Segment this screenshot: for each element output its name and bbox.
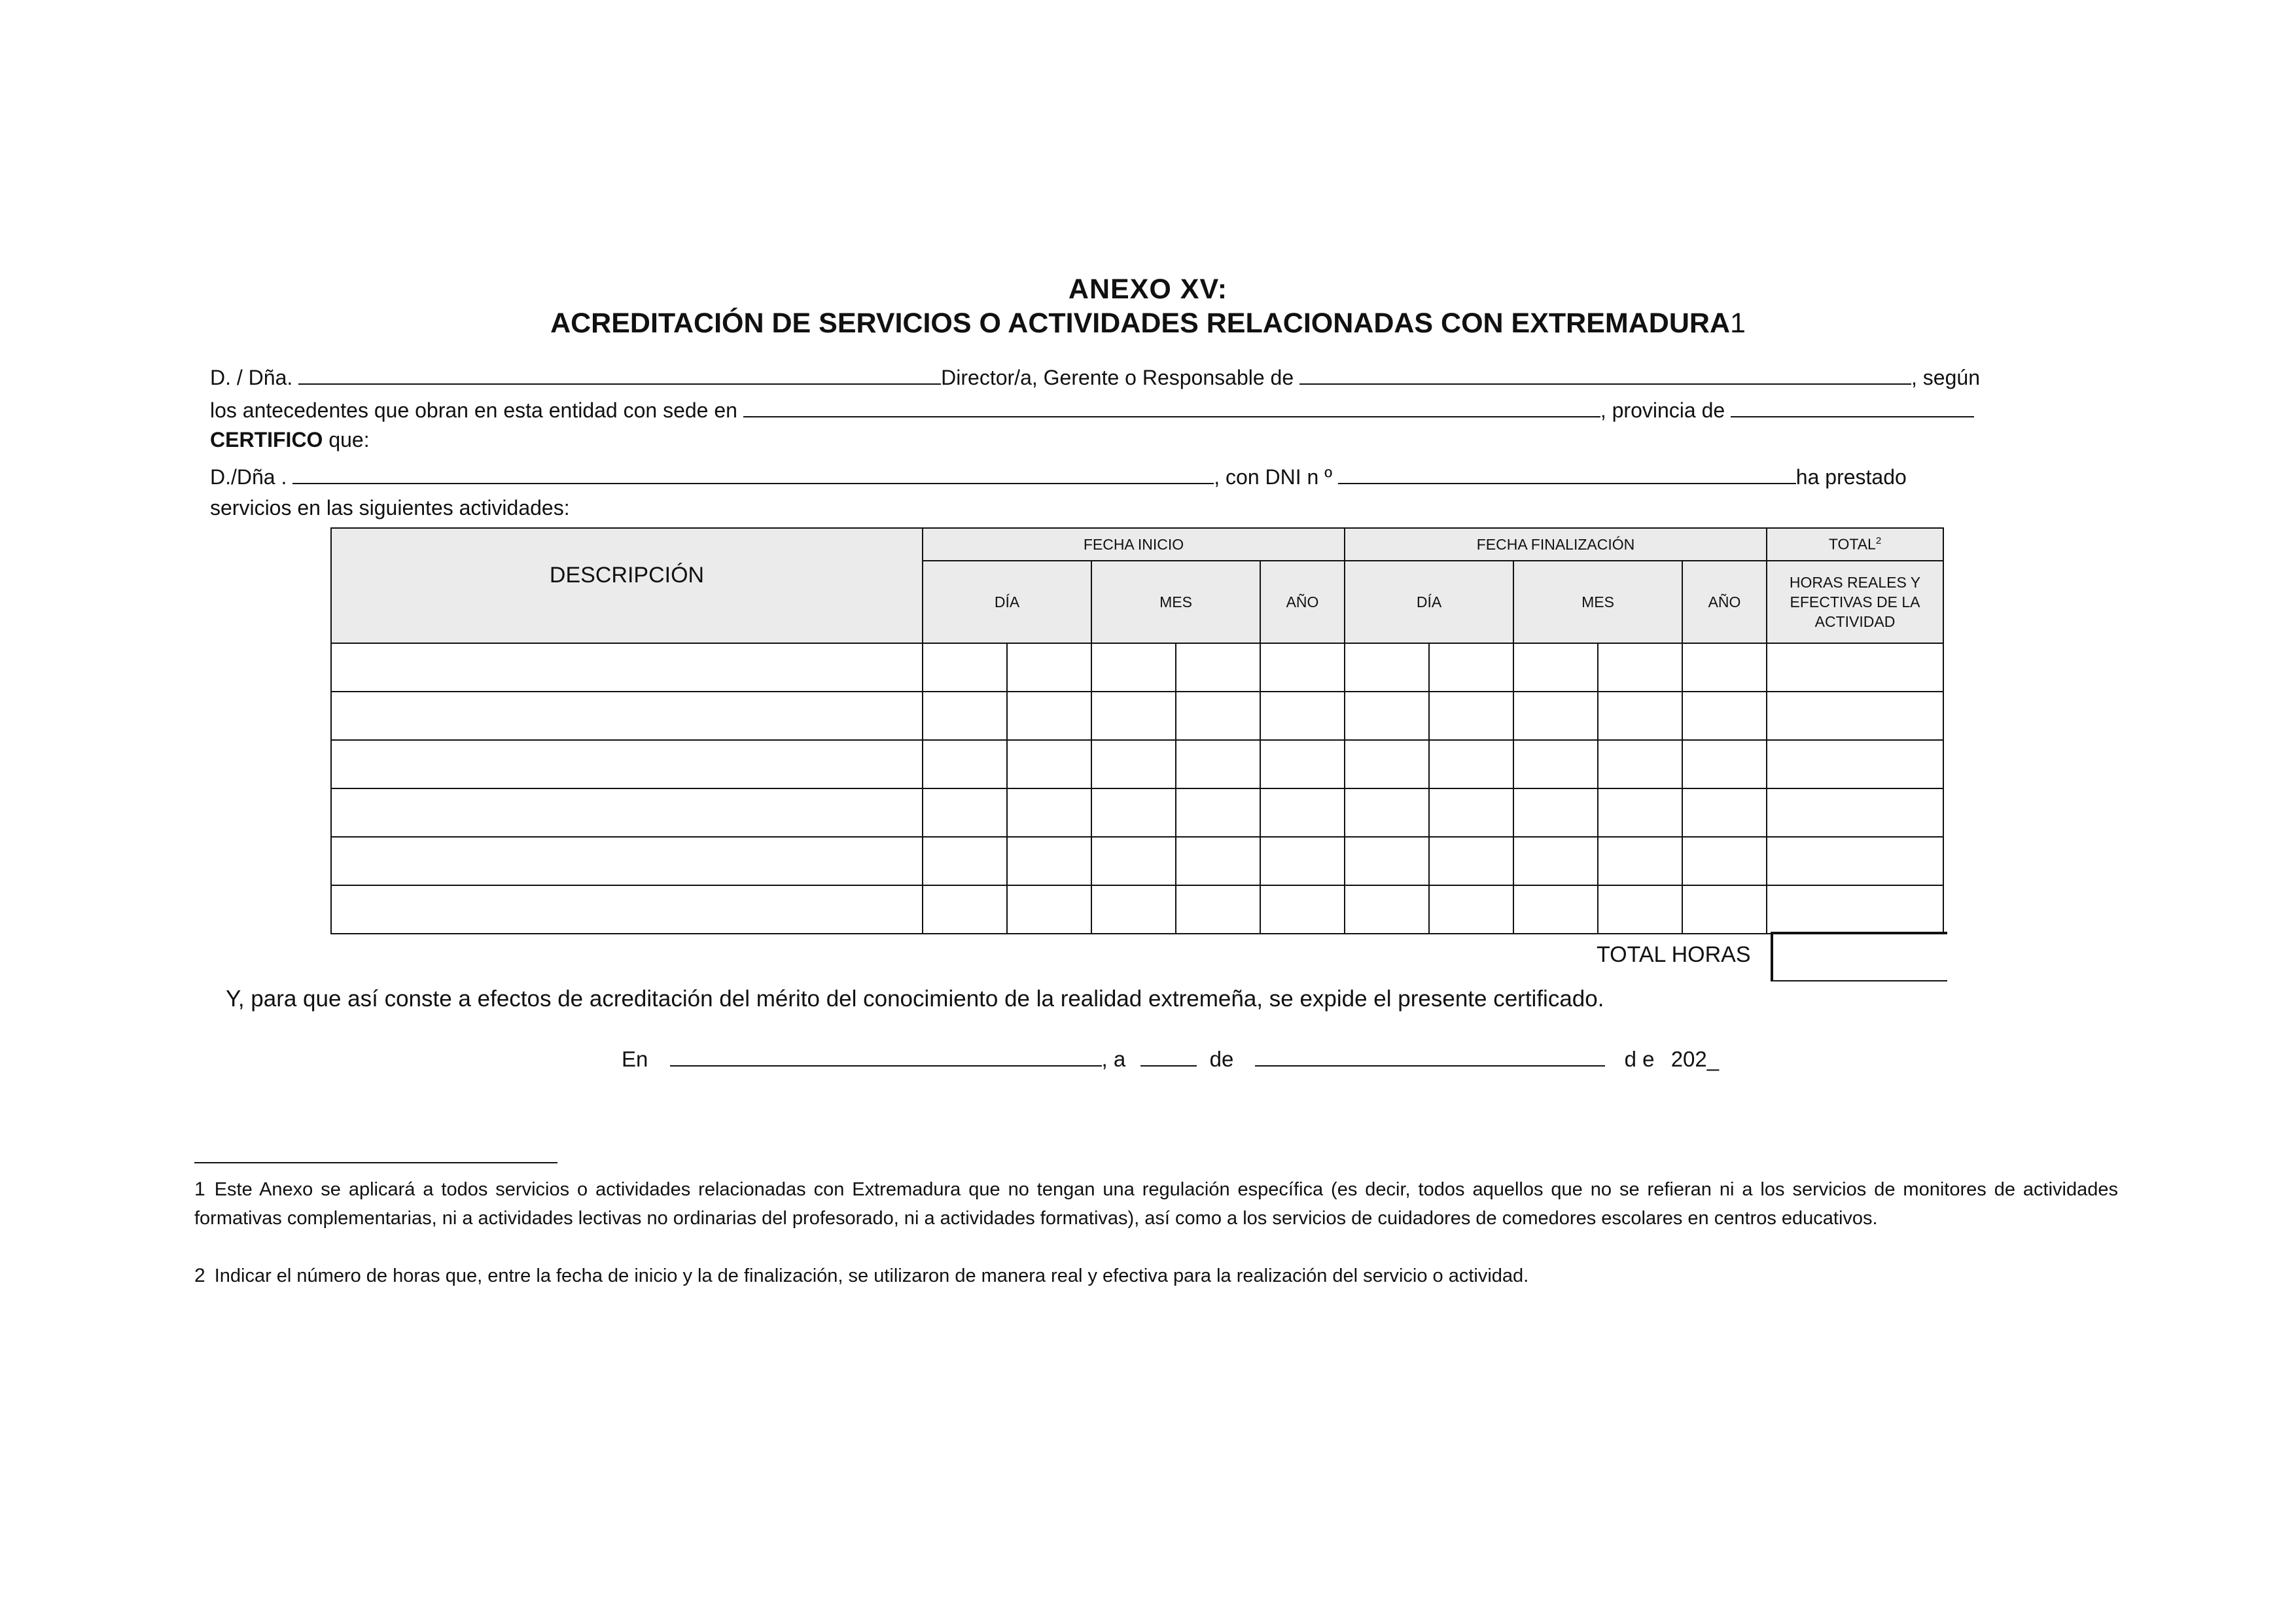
mes-fin-1-cell[interactable] xyxy=(1513,692,1598,740)
mes-fin-2-cell[interactable] xyxy=(1598,837,1682,885)
dia-fin-2-cell[interactable] xyxy=(1429,643,1513,692)
label-en: En xyxy=(622,1047,648,1071)
desc-cell[interactable] xyxy=(331,692,923,740)
dia-inicio-1-cell[interactable] xyxy=(923,788,1007,837)
horas-cell[interactable] xyxy=(1767,643,1943,692)
entity-field[interactable] xyxy=(1299,364,1911,385)
horas-cell[interactable] xyxy=(1767,692,1943,740)
anio-inicio-cell[interactable] xyxy=(1260,643,1345,692)
anio-inicio-cell[interactable] xyxy=(1260,692,1345,740)
table-row xyxy=(331,885,1943,934)
form-line-2 xyxy=(210,397,1974,423)
dia-fin-1-cell[interactable] xyxy=(1345,643,1429,692)
label-dna: D./Dña . xyxy=(210,465,287,489)
table-row xyxy=(331,643,1943,692)
dia-fin-2-cell[interactable] xyxy=(1429,788,1513,837)
certifico-label: CERTIFICO xyxy=(210,428,323,451)
mes-fin-2-cell[interactable] xyxy=(1598,885,1682,934)
mes-fin-2-cell[interactable] xyxy=(1598,692,1682,740)
certifico-suffix: que: xyxy=(323,428,370,451)
annex-title: ANEXO XV: xyxy=(1068,274,1228,305)
dia-fin-1-cell[interactable] xyxy=(1345,740,1429,788)
dia-fin-header: DÍA xyxy=(1345,561,1513,643)
label-provincia: , provincia de xyxy=(1600,398,1725,422)
mes-inicio-2-cell[interactable] xyxy=(1176,692,1260,740)
mes-inicio-header: MES xyxy=(1091,561,1260,643)
mes-inicio-1-cell[interactable] xyxy=(1091,788,1176,837)
mes-fin-1-cell[interactable] xyxy=(1513,740,1598,788)
anio-inicio-cell[interactable] xyxy=(1260,788,1345,837)
closing-statement: Y, para que así conste a efectos de acreditación del mérito del conocimiento de la realidad extremeña, se expide el presente certificado. xyxy=(226,986,1604,1012)
mes-fin-1-cell[interactable] xyxy=(1513,885,1598,934)
person-name-field[interactable] xyxy=(292,463,1214,484)
label-sede: los antecedentes que obran en esta entidad con sede en xyxy=(210,398,737,422)
sede-field[interactable] xyxy=(743,397,1600,417)
footnote-ref-1: 1 xyxy=(1730,308,1746,339)
footnote-2 xyxy=(194,1262,2118,1290)
mes-inicio-1-cell[interactable] xyxy=(1091,692,1176,740)
label-dni: , con DNI n º xyxy=(1214,465,1332,489)
mes-inicio-2-cell[interactable] xyxy=(1176,837,1260,885)
mes-fin-2-cell[interactable] xyxy=(1598,788,1682,837)
descripcion-header: DESCRIPCIÓN xyxy=(331,528,923,643)
label-a: , a xyxy=(1101,1047,1126,1071)
dia-fin-2-cell[interactable] xyxy=(1429,692,1513,740)
desc-cell[interactable] xyxy=(331,837,923,885)
label-de: de xyxy=(1209,1047,1234,1071)
anio-fin-header: AÑO xyxy=(1682,561,1767,643)
year-value: 202_ xyxy=(1670,1047,1720,1071)
dia-fin-1-cell[interactable] xyxy=(1345,692,1429,740)
dia-fin-2-cell[interactable] xyxy=(1429,837,1513,885)
place-field[interactable] xyxy=(670,1046,1102,1067)
anio-fin-cell[interactable] xyxy=(1682,788,1767,837)
anio-inicio-cell[interactable] xyxy=(1260,885,1345,934)
footnote-1-number: 1 xyxy=(194,1178,205,1200)
anio-inicio-header: AÑO xyxy=(1260,561,1345,643)
dia-inicio-2-cell[interactable] xyxy=(1007,740,1091,788)
table-row xyxy=(331,740,1943,788)
mes-inicio-2-cell[interactable] xyxy=(1176,740,1260,788)
dia-inicio-1-cell[interactable] xyxy=(923,740,1007,788)
footnote-separator xyxy=(194,1162,557,1163)
anio-fin-cell[interactable] xyxy=(1682,837,1767,885)
total-header xyxy=(1767,528,1943,561)
table-row xyxy=(331,837,1943,885)
dia-inicio-2-cell[interactable] xyxy=(1007,788,1091,837)
label-role: Director/a, Gerente o Responsable de xyxy=(941,366,1294,389)
provincia-field[interactable] xyxy=(1731,397,1974,417)
month-field[interactable] xyxy=(1255,1046,1605,1067)
form-line-3 xyxy=(210,463,1907,489)
dni-field[interactable] xyxy=(1338,463,1796,484)
mes-fin-1-cell[interactable] xyxy=(1513,788,1598,837)
horas-cell[interactable] xyxy=(1767,837,1943,885)
horas-header: HORAS REALES Y EFECTIVAS DE LA ACTIVIDAD xyxy=(1767,561,1943,643)
table-body xyxy=(331,643,1943,934)
horas-cell[interactable] xyxy=(1767,885,1943,934)
name-field[interactable] xyxy=(298,364,941,385)
anio-inicio-cell[interactable] xyxy=(1260,837,1345,885)
anio-fin-cell[interactable] xyxy=(1682,740,1767,788)
mes-inicio-1-cell[interactable] xyxy=(1091,837,1176,885)
anio-inicio-cell[interactable] xyxy=(1260,740,1345,788)
fecha-inicio-header: FECHA INICIO xyxy=(923,528,1345,561)
label-de-2: d e xyxy=(1624,1047,1655,1071)
mes-fin-1-cell[interactable] xyxy=(1513,837,1598,885)
table-row xyxy=(331,692,1943,740)
footnote-1 xyxy=(194,1175,2118,1233)
dia-fin-2-cell[interactable] xyxy=(1429,740,1513,788)
mes-fin-2-cell[interactable] xyxy=(1598,643,1682,692)
total-horas-label: TOTAL HORAS xyxy=(1597,942,1751,967)
dia-inicio-header: DÍA xyxy=(923,561,1091,643)
mes-inicio-2-cell[interactable] xyxy=(1176,788,1260,837)
form-line-1 xyxy=(210,364,1980,390)
total-horas-field[interactable] xyxy=(1771,932,1947,981)
horas-cell[interactable] xyxy=(1767,740,1943,788)
anio-fin-cell[interactable] xyxy=(1682,885,1767,934)
footnote-ref-2: 2 xyxy=(1875,535,1882,547)
footnote-1-text: Este Anexo se aplicará a todos servicios o actividades relacionadas con Extremadura que no tengan una regulación específica (es decir, todos aquellos que no se refieran ni a los servicios de monitores de actividades formativas complementarias, ni a actividades lectivas no ordinarias del profesorado, ni a actividades formativas), así como a los servicios de cuidadores de comedores escolares en centros educativos. xyxy=(194,1179,2118,1229)
mes-fin-1-cell[interactable] xyxy=(1513,643,1598,692)
desc-cell[interactable] xyxy=(331,788,923,837)
form-line-4: servicios en las siguientes actividades: xyxy=(210,496,570,520)
place-date-line xyxy=(622,1046,1719,1072)
label-segun: , según xyxy=(1911,366,1980,389)
mes-inicio-2-cell[interactable] xyxy=(1176,643,1260,692)
document-title xyxy=(0,308,2296,340)
dia-inicio-2-cell[interactable] xyxy=(1007,837,1091,885)
dia-inicio-1-cell[interactable] xyxy=(923,837,1007,885)
desc-cell[interactable] xyxy=(331,740,923,788)
mes-inicio-1-cell[interactable] xyxy=(1091,643,1176,692)
anio-fin-cell[interactable] xyxy=(1682,643,1767,692)
dia-inicio-2-cell[interactable] xyxy=(1007,692,1091,740)
day-field[interactable] xyxy=(1140,1046,1197,1067)
document-title-text: ACREDITACIÓN DE SERVICIOS O ACTIVIDADES RELACIONADAS CON EXTREMADURA xyxy=(550,308,1730,339)
anio-fin-cell[interactable] xyxy=(1682,692,1767,740)
dia-fin-1-cell[interactable] xyxy=(1345,788,1429,837)
total-header-text: TOTAL xyxy=(1828,535,1876,553)
form-line-certifico xyxy=(210,428,370,452)
activities-table xyxy=(330,527,1944,934)
mes-inicio-1-cell[interactable] xyxy=(1091,740,1176,788)
fecha-finalizacion-header: FECHA FINALIZACIÓN xyxy=(1345,528,1767,561)
mes-inicio-1-cell[interactable] xyxy=(1091,885,1176,934)
footnote-2-text: Indicar el número de horas que, entre la fecha de inicio y la de finalización, se utilizaron de manera real y efectiva para la realización del servicio o actividad. xyxy=(214,1265,1529,1286)
dia-fin-1-cell[interactable] xyxy=(1345,837,1429,885)
desc-cell[interactable] xyxy=(331,885,923,934)
footnote-2-number: 2 xyxy=(194,1265,205,1286)
mes-fin-2-cell[interactable] xyxy=(1598,740,1682,788)
label-name-prefix: D. / Dña. xyxy=(210,366,293,389)
dia-inicio-1-cell[interactable] xyxy=(923,643,1007,692)
label-ha-prestado: ha prestado xyxy=(1795,465,1907,489)
table-row xyxy=(331,788,1943,837)
dia-inicio-2-cell[interactable] xyxy=(1007,643,1091,692)
dia-fin-1-cell[interactable] xyxy=(1345,885,1429,934)
dia-inicio-1-cell[interactable] xyxy=(923,692,1007,740)
desc-cell[interactable] xyxy=(331,643,923,692)
dia-fin-2-cell[interactable] xyxy=(1429,885,1513,934)
mes-fin-header: MES xyxy=(1513,561,1682,643)
dia-inicio-2-cell[interactable] xyxy=(1007,885,1091,934)
dia-inicio-1-cell[interactable] xyxy=(923,885,1007,934)
horas-cell[interactable] xyxy=(1767,788,1943,837)
mes-inicio-2-cell[interactable] xyxy=(1176,885,1260,934)
